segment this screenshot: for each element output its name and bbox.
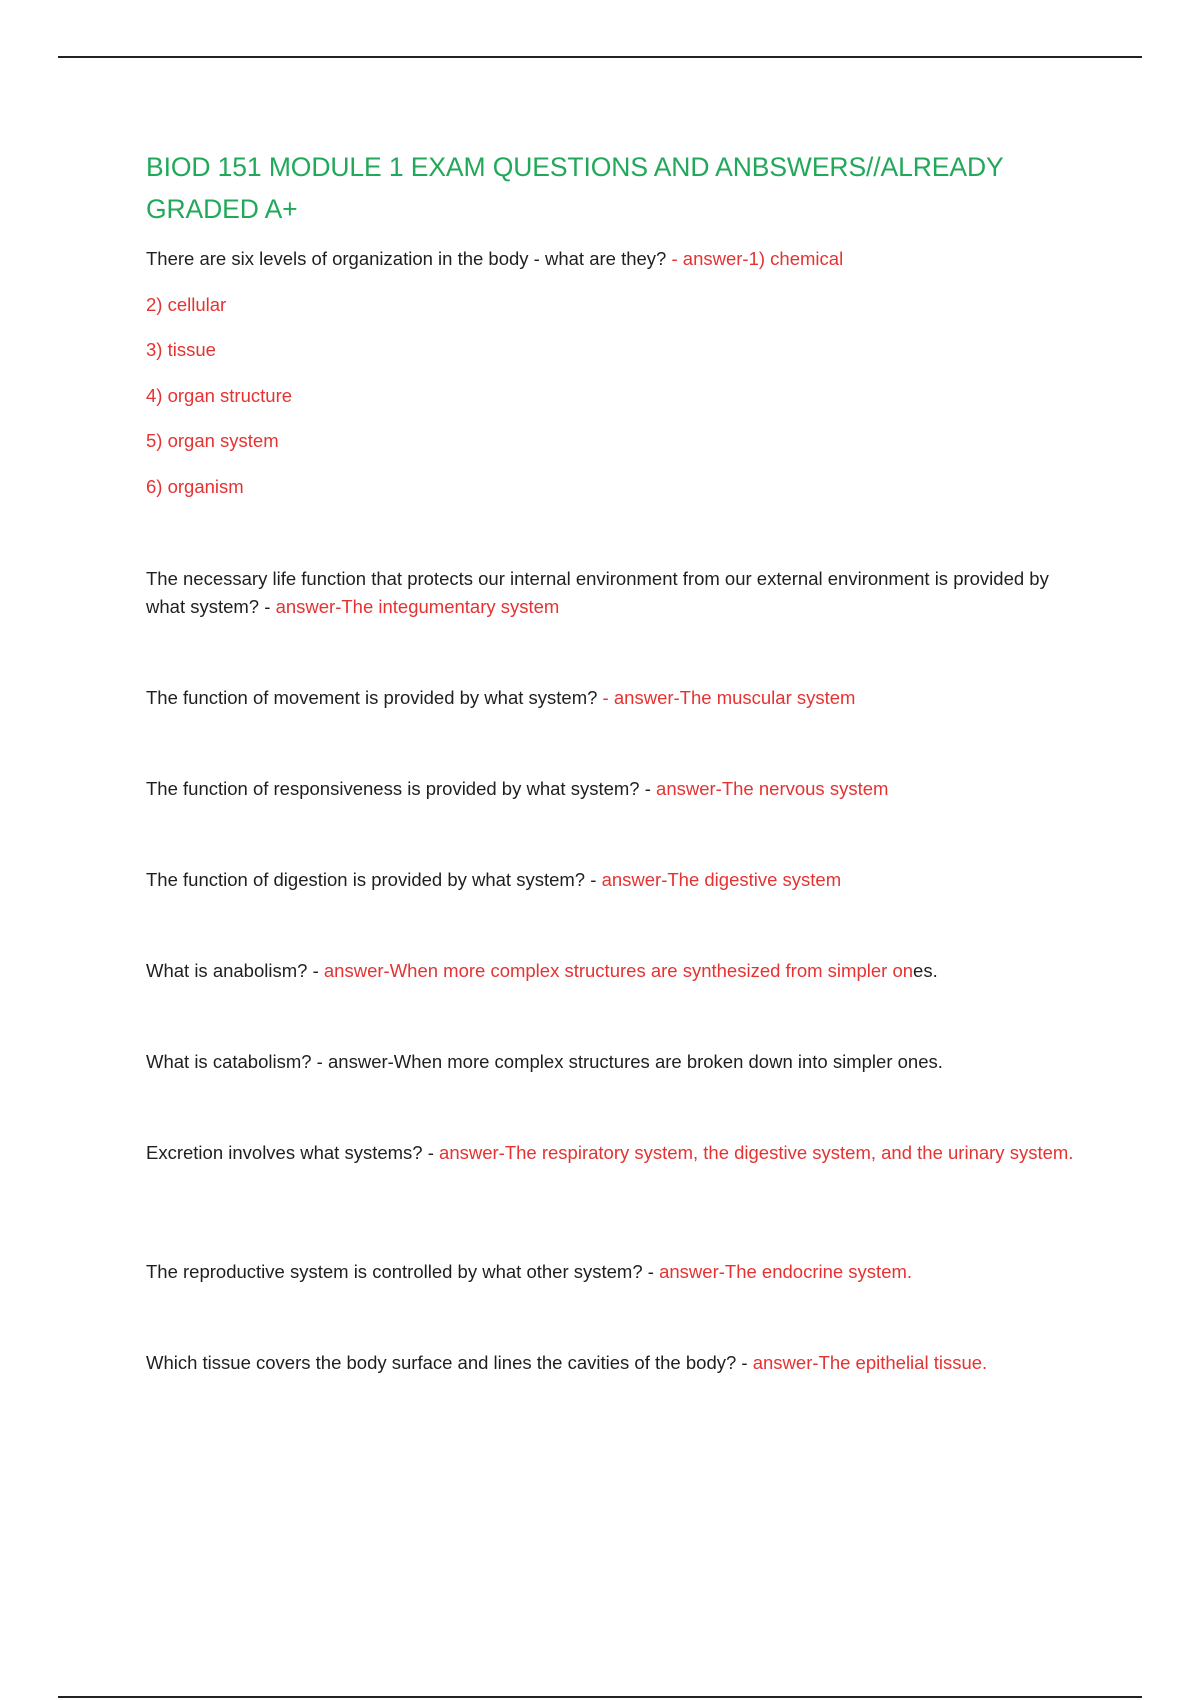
question-text: Which tissue covers the body surface and lines the cavities of the body?: [146, 1352, 737, 1373]
question-text: The function of responsiveness is provided by what system?: [146, 778, 640, 799]
answer-text: answer-The endocrine system.: [659, 1261, 913, 1282]
question-3: [146, 684, 1106, 712]
document-title: BIOD 151 MODULE 1 EXAM QUESTIONS AND ANBSWERS//ALREADY GRADED A+: [146, 152, 1004, 224]
answer-item: 6) organism: [146, 476, 244, 497]
answer-text: answer-The epithelial tissue.: [752, 1352, 988, 1373]
separator: -: [259, 596, 276, 617]
answer-text: answer-When more complex structures are synthesized from simpler on: [323, 960, 914, 981]
separator: -: [736, 1352, 753, 1373]
question-text: The necessary life function that protects our internal environment from our external environment is provided by what system?: [146, 568, 1049, 617]
question-8: [146, 1139, 1106, 1167]
answer-text: answer-When more complex structures are broken down into simpler ones.: [328, 1051, 943, 1072]
question-text: There are six levels of organization in the body - what are they?: [146, 248, 667, 269]
answer-text: answer-The muscular system: [613, 687, 856, 708]
top-rule: [58, 56, 1142, 58]
question-text: What is catabolism?: [146, 1051, 312, 1072]
question-text: What is anabolism?: [146, 960, 308, 981]
answer-item: 2) cellular: [146, 294, 227, 315]
separator: -: [307, 960, 324, 981]
answer-text: answer-The nervous system: [656, 778, 889, 799]
question-5: [146, 866, 1106, 894]
answer-text: answer-1) chemical: [682, 248, 844, 269]
question-6: [146, 957, 1106, 985]
answer-text: answer-The digestive system: [601, 869, 842, 890]
separator: -: [422, 1142, 440, 1163]
question-7: [146, 1048, 1106, 1076]
answer-item: 5) organ system: [146, 430, 279, 451]
question-text: Excretion involves what systems?: [146, 1142, 423, 1163]
answer-text-tail: es.: [913, 960, 938, 981]
question-9: [146, 1258, 1106, 1286]
question-4: [146, 775, 1106, 803]
question-text: The function of movement is provided by what system?: [146, 687, 598, 708]
question-10: [146, 1349, 1106, 1377]
answer-text: answer-The respiratory system, the digestive system, and the urinary system.: [439, 1142, 1074, 1163]
separator: -: [597, 687, 614, 708]
question-1: [146, 245, 1106, 273]
answer-text: answer-The integumentary system: [275, 596, 560, 617]
answer-item: 4) organ structure: [146, 385, 293, 406]
bottom-rule: [58, 1696, 1142, 1698]
separator: -: [639, 778, 657, 799]
separator: -: [311, 1051, 328, 1072]
separator: -: [642, 1261, 660, 1282]
separator: -: [666, 248, 683, 269]
question-2: [146, 565, 1076, 621]
question-text: The reproductive system is controlled by what other system?: [146, 1261, 643, 1282]
answer-item: 3) tissue: [146, 339, 216, 360]
separator: -: [585, 869, 602, 890]
question-text: The function of digestion is provided by what system?: [146, 869, 586, 890]
